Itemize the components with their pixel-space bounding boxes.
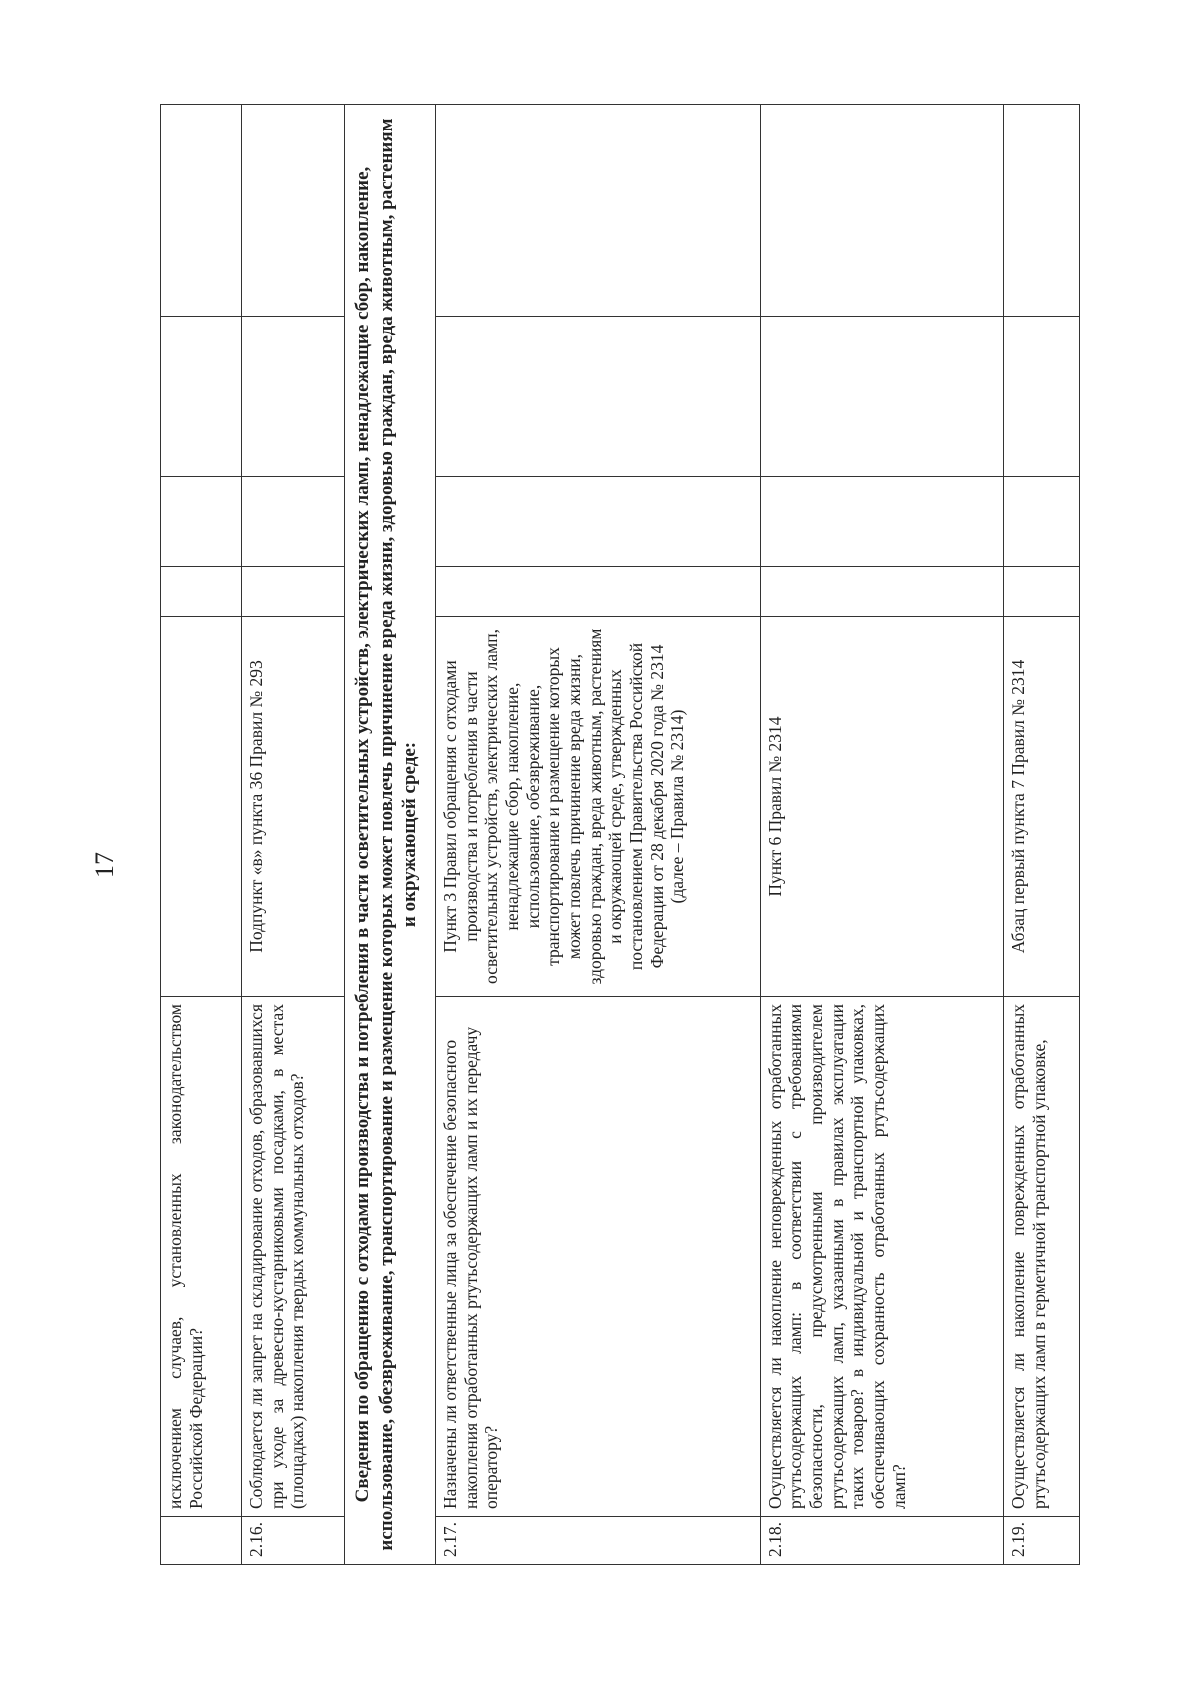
checklist-table	[160, 104, 1080, 1565]
empty-cell	[161, 317, 242, 477]
empty-cell	[436, 477, 761, 567]
empty-cell	[1004, 477, 1080, 567]
empty-cell	[436, 567, 761, 617]
empty-cell	[760, 317, 1003, 477]
row-question: исключением случаев, установленных законодательством Российской Федерации?	[161, 997, 242, 1517]
empty-cell	[161, 567, 242, 617]
section-heading-row	[344, 105, 435, 1565]
empty-cell	[1004, 567, 1080, 617]
row-question: Соблюдается ли запрет на складирование отходов, образовавшихся при уходе за древесно-кустарниковыми посадками, в местах (площадках) накопления твердых коммунальных отходов?	[242, 997, 345, 1517]
empty-cell	[760, 105, 1003, 317]
empty-cell	[760, 567, 1003, 617]
row-question: Осуществляется ли накопление неповрежденных отработанных ртутьсодержащих ламп: в соответствии с требованиями безопасности, предусмотренными производителем ртутьсодержащих ламп, указанными в правилах эксплуатации таких товаров? в индивидуальной и транспортной упаковках, обеспечивающих сохранность отработанных ртутьсодержащих ламп?	[760, 997, 1003, 1517]
empty-cell	[242, 105, 345, 317]
table-row	[1004, 105, 1080, 1565]
empty-cell	[1004, 105, 1080, 317]
table-row	[161, 105, 242, 1565]
empty-cell	[436, 317, 761, 477]
row-number: 2.18.	[760, 1517, 1003, 1565]
table-row	[242, 105, 345, 1565]
row-reference	[161, 617, 242, 997]
table-row	[436, 105, 761, 1565]
row-question: Назначены ли ответственные лица за обеспечение безопасного накопления отработанных ртутьсодержащих ламп и их передачу оператору?	[436, 997, 761, 1517]
empty-cell	[242, 477, 345, 567]
row-question: Осуществляется ли накопление поврежденных отработанных ртутьсодержащих ламп в герметичной транспортной упаковке,	[1004, 997, 1080, 1517]
empty-cell	[242, 317, 345, 477]
row-number: 2.16.	[242, 1517, 345, 1565]
section-heading: Сведения по обращению с отходами производства и потребления в части осветительных устройств, электрических ламп, ненадлежащие сбор, накопление, использование, обезвреживание, транспортирование и размещение которых может повлечь причинение вреда жизни, здоровью граждан, вреда животным, растениям и окружающей среде:	[344, 105, 435, 1565]
empty-cell	[242, 567, 345, 617]
empty-cell	[436, 105, 761, 317]
empty-cell	[161, 105, 242, 317]
empty-cell	[760, 477, 1003, 567]
row-reference: Абзац первый пункта 7 Правил № 2314	[1004, 617, 1080, 997]
row-reference: Пункт 3 Правил обращения с отходами производства и потребления в части осветительных устройств, электрических ламп, ненадлежащие сбор, накопление, использование, обезвреживание, транспортирование и размещение которых может повлечь причинение вреда жизни, здоровью граждан, вреда животным, растениям и окружающей среде, утвержденных постановлением Правительства Российской Федерации от 28 декабря 2020 года № 2314 (далее – Правила № 2314)	[436, 617, 761, 997]
empty-cell	[161, 477, 242, 567]
empty-cell	[1004, 317, 1080, 477]
row-number: 2.17.	[436, 1517, 761, 1565]
row-reference: Пункт 6 Правил № 2314	[760, 617, 1003, 997]
rotated-table-container	[160, 105, 1080, 1565]
table-row	[760, 105, 1003, 1565]
page-number: 17	[90, 852, 119, 878]
row-reference: Подпункт «в» пункта 36 Правил № 293	[242, 617, 345, 997]
row-number: 2.19.	[1004, 1517, 1080, 1565]
row-number	[161, 1517, 242, 1565]
